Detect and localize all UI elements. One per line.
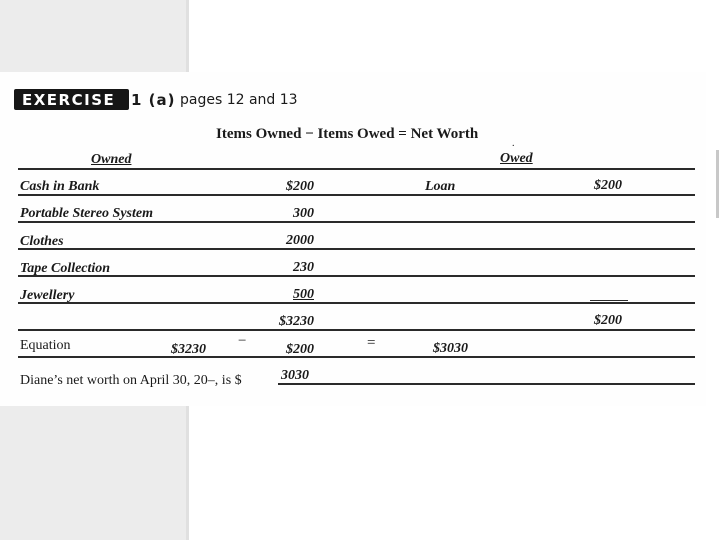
owned-item-amount: 230 [293,260,314,275]
net-worth-value: 3030 [281,368,309,383]
rule-line [18,329,695,331]
scroll-edge-mark [716,150,719,218]
exercise-badge-label: EXERCISE [22,91,116,109]
owned-item-label: Tape Collection [20,261,111,276]
owned-item-label: Cash in Bank [20,179,100,194]
owned-column-header: Owned [91,152,132,167]
minus-sign: − [238,333,247,349]
equation-owned-value: $3230 [171,342,206,357]
rule-line [18,302,695,304]
owned-item-amount: $200 [286,179,314,194]
owed-total: $200 [594,313,622,328]
owed-column-header: Owed [500,151,533,166]
equation-label: Equation [20,338,71,353]
owned-item-label: Portable Stereo System [20,206,153,221]
owned-item-amount: 500 [293,287,314,302]
owned-item-amount: 2000 [286,233,314,248]
equation-net-value: $3030 [433,341,468,356]
owed-item-amount: $200 [594,178,622,193]
owed-subtotal-rule [590,300,628,301]
owned-item-label: Clothes [20,234,64,249]
owed-item-label: Loan [425,179,456,194]
owned-total: $3230 [279,314,314,329]
exercise-number: 1 (a) [131,91,176,109]
owned-item-amount: 300 [293,206,314,221]
rule-line [18,168,695,170]
rule-line [18,356,695,358]
rule-line [18,275,695,277]
owned-item-label: Jewellery [20,288,75,303]
equals-sign: = [367,335,376,351]
net-worth-statement: Diane’s net worth on April 30, 20–, is $ [20,373,242,388]
exercise-pages: pages 12 and 13 [180,92,298,108]
rule-line [18,248,695,250]
equation-heading: Items Owned − Items Owed = Net Worth [216,126,479,142]
equation-owed-value: $200 [286,342,314,357]
heading-dot: . [512,138,515,149]
rule-line [278,383,695,385]
rule-line [18,194,695,196]
